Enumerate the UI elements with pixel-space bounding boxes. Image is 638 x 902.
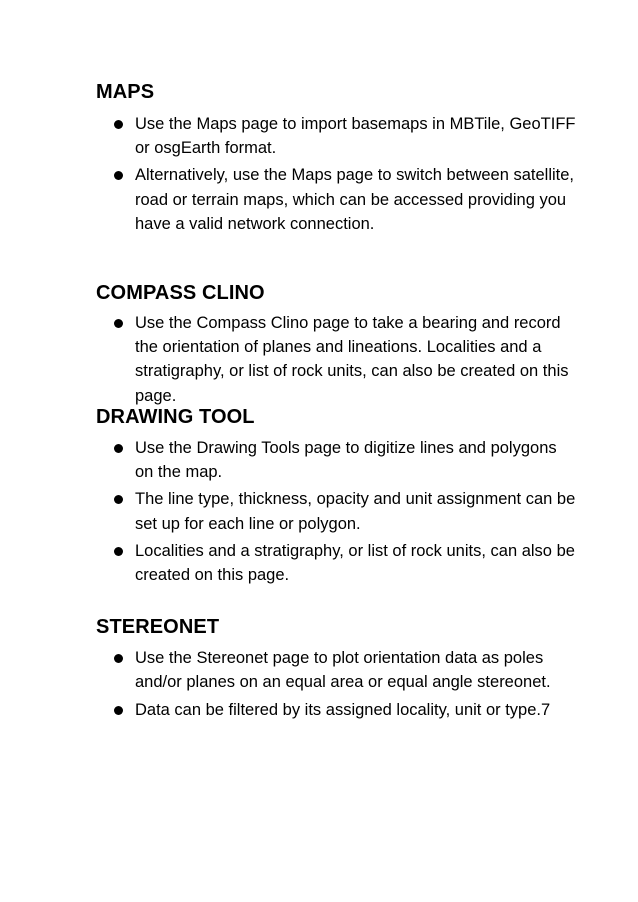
maps-bullet-list	[0, 112, 638, 236]
bullet-icon	[114, 495, 123, 504]
list-item	[0, 163, 638, 236]
section-heading-stereonet: STEREONET	[96, 616, 220, 638]
section-heading-drawing-tool: DRAWING TOOL	[96, 406, 255, 428]
list-item	[0, 646, 638, 694]
list-item	[0, 112, 638, 160]
list-item-text: Use the Drawing Tools page to digitize lines and polygons on the map.	[135, 439, 557, 482]
bullet-icon	[114, 319, 123, 328]
bullet-icon	[114, 120, 123, 129]
list-item-text: Use the Maps page to import basemaps in MBTile, GeoTIFF or osgEarth format.	[135, 115, 576, 158]
list-item	[0, 539, 638, 587]
list-item	[0, 698, 638, 722]
list-item-text: Use the Compass Clino page to take a bearing and record the orientation of planes and lineations. Localities and a stratigraphy, or list of rock units, can also be created on this page.	[135, 314, 569, 405]
stereonet-bullet-list	[0, 646, 638, 723]
list-item	[0, 487, 638, 535]
section-heading-compass-clino: COMPASS CLINO	[96, 282, 265, 304]
compass-clino-bullet-list	[0, 311, 638, 408]
bullet-icon	[114, 444, 123, 453]
list-item-text: Alternatively, use the Maps page to switch between satellite, road or terrain maps, which can be accessed providing you have a valid network connection.	[135, 166, 575, 233]
drawing-tool-bullet-list	[0, 436, 638, 587]
list-item-text: Localities and a stratigraphy, or list of rock units, can also be created on this page.	[135, 541, 575, 585]
section-heading-maps: MAPS	[96, 81, 155, 103]
list-item-text: The line type, thickness, opacity and unit assignment can be set up for each line or polygon.	[135, 490, 576, 533]
list-item	[0, 436, 638, 484]
bullet-icon	[114, 547, 123, 556]
bullet-icon	[114, 171, 123, 180]
list-item	[0, 311, 638, 408]
list-item-text: Use the Stereonet page to plot orientation data as poles and/or planes on an equal area or equal angle stereonet.	[135, 649, 551, 692]
bullet-icon	[114, 654, 123, 663]
list-item-text: Data can be filtered by its assigned locality, unit or type.7	[135, 701, 551, 720]
bullet-icon	[114, 706, 123, 715]
